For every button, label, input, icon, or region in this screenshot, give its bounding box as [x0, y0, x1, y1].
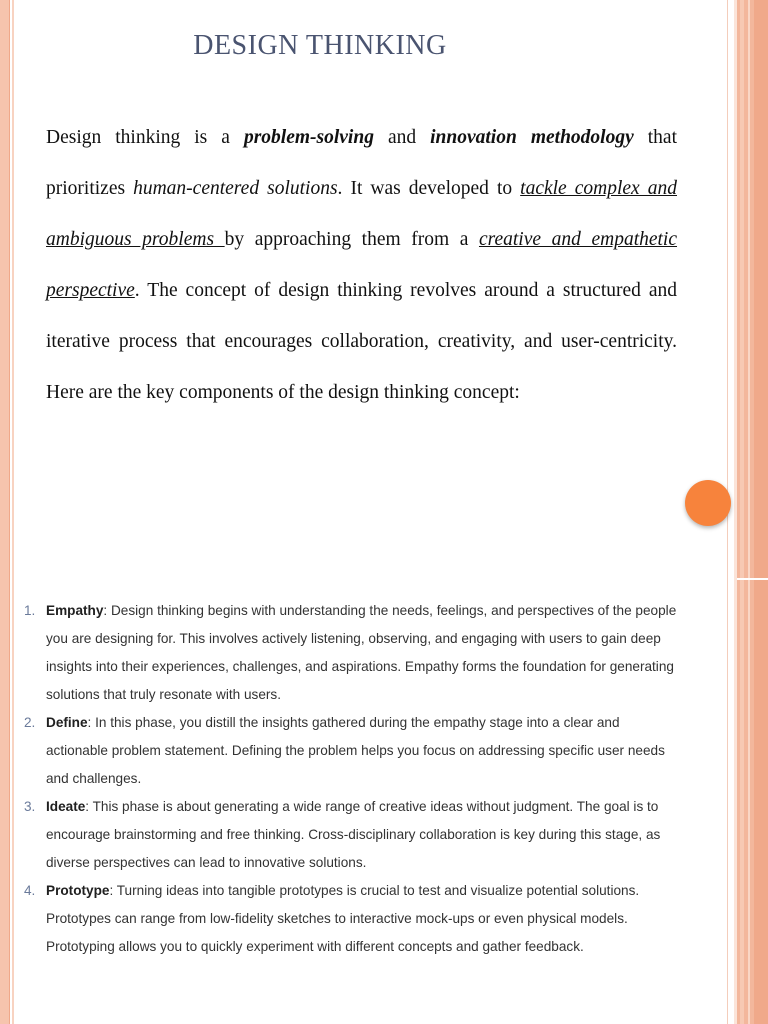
list-item-define [24, 709, 684, 793]
list-term: Define [46, 715, 88, 730]
list-term: Ideate [46, 799, 86, 814]
list-text: : In this phase, you distill the insights gathered during the empathy stage into a clear and actionable problem statement. Defining the problem helps you focus on addressing specific user needs and challenges. [46, 715, 665, 786]
intro-text-5: by approaching them from a [224, 229, 479, 250]
list-text: : Turning ideas into tangible prototypes is crucial to test and visualize potential solutions. Prototypes can range from low-fidelity sketches to interactive mock-ups or even physical models. Prototyping allows you to quickly experiment with different concepts and gather feedback. [46, 883, 640, 954]
intro-emphasis-problem-solving: problem-solving [243, 127, 374, 148]
page-title: DESIGN THINKING [193, 30, 447, 61]
list-text: : This phase is about generating a wide range of creative ideas without judgment. The goal is to encourage brainstorming and free thinking. Cross-disciplinary collaboration is key during this stage, as diverse perspectives can lead to innovative solutions. [46, 799, 661, 870]
orange-circle-decoration [685, 480, 731, 526]
list-number: 1. [24, 603, 36, 618]
list-item-empathy [24, 597, 684, 709]
list-number: 4. [24, 883, 36, 898]
list-number: 2. [24, 715, 36, 730]
design-thinking-steps-list [24, 597, 684, 961]
list-term: Prototype [46, 883, 110, 898]
intro-text-4: . It was developed to [337, 178, 521, 199]
intro-underline-creative: creative and empathetic perspective [46, 229, 678, 301]
list-item-prototype [24, 877, 684, 961]
intro-text-3: that prioritizes [46, 127, 677, 199]
intro-text-1: Design thinking is a [46, 127, 244, 148]
intro-paragraph [46, 112, 677, 418]
list-number: 3. [24, 799, 36, 814]
right-decorative-border [734, 0, 768, 1024]
intro-emphasis-human-centered: human-centered solutions [133, 178, 338, 199]
intro-underline-tackle: tackle complex and ambiguous problems [46, 178, 677, 250]
left-decorative-border [0, 0, 10, 1024]
intro-emphasis-innovation: innovation methodology [430, 127, 634, 148]
intro-text-6: . The concept of design thinking revolves around a structured and iterative process that encourages collaboration, creativity, and user-centricity. Here are the key components of the design thinking concept: [46, 280, 677, 403]
intro-text-2: and [373, 127, 431, 148]
right-border-divider [737, 578, 768, 580]
list-item-ideate [24, 793, 684, 877]
left-decorative-line [12, 0, 14, 1024]
list-text: : Design thinking begins with understanding the needs, feelings, and perspectives of the people you are designing for. This involves actively listening, observing, and engaging with users to gain deep insights into their experiences, challenges, and aspirations. Empathy forms the foundation for generating solutions that truly resonate with users. [46, 603, 677, 702]
list-term: Empathy [46, 603, 104, 618]
